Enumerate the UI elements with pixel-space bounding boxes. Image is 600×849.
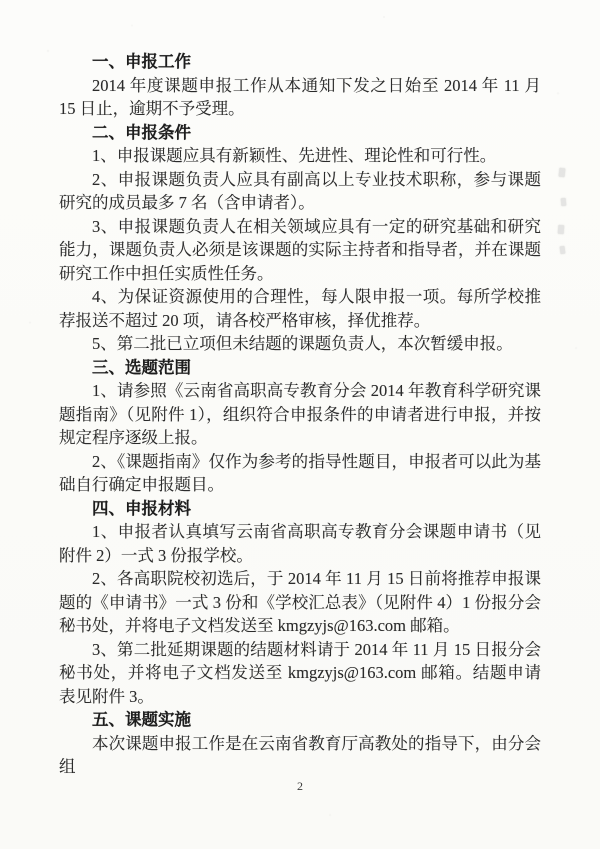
- paragraph: 5、第二批已立项但未结题的课题负责人，本次暂缓申报。: [92, 334, 513, 353]
- paragraph: 3、申报课题负责人在相关领域应具有一定的研究基础和研究能力，课题负责人必须是该课题的实际主持者和指导者，并在课题研究工作中担任实质性任务。: [59, 216, 541, 283]
- section-heading: 四、申报材料: [92, 498, 191, 518]
- paragraph: 3、第二批延期课题的结题材料请于 2014 年 11 月 15 日报分会秘书处，并将电子文档发送至 kmgzyjs@163.com 邮箱。结题申请表见附件 3。: [59, 639, 541, 706]
- paragraph: 2、各高职院校初选后，于 2014 年 11 月 15 日前将推荐申报课题的《申请书》一式 3 份和《学校汇总表》（见附件 4）1 份报分会秘书处，并将电子文档发送至 kmgzyjs@163.com 邮箱。: [59, 569, 541, 635]
- paragraph: 4、为保证资源使用的合理性，每人限申报一项。每所学校推荐报送不超过 20 项，请各校严格审核，择优推荐。: [59, 287, 541, 330]
- paragraph: 1、申报者认真填写云南省高职高专教育分会课题申请书（见附件 2）一式 3 份报学校。: [59, 522, 541, 565]
- section-heading: 一、申报工作: [92, 52, 191, 71]
- paragraph: 2、申报课题负责人应具有副高以上专业技术职称，参与课题研究的成员最多 7 名（含申请者）。: [59, 169, 541, 212]
- scan-artifact: [560, 246, 566, 255]
- scan-artifact: [559, 168, 566, 178]
- scan-artifact: [558, 225, 565, 234]
- paragraph: 2、《课题指南》仅作为参考的指导性题目，申报者可以此为基础自行确定申报题目。: [59, 451, 541, 494]
- paragraph: 1、请参照《云南省高职高专教育分会 2014 年教育科学研究课题指南》（见附件 1），组织符合申报条件的申请者进行申报，并按规定程序逐级上报。: [59, 381, 541, 447]
- page-number: 2: [297, 779, 303, 793]
- section-heading: 二、申报条件: [92, 122, 191, 142]
- section-heading: 三、选题范围: [92, 357, 191, 377]
- scan-artifact: [561, 198, 567, 206]
- paragraph: 2014 年度课题申报工作从本通知下发之日始至 2014 年 11 月 15 日止，逾期不予受理。: [59, 75, 541, 118]
- paragraph: 本次课题申报工作是在云南省教育厅高教处的指导下，由分会组: [59, 733, 541, 776]
- section-heading: 五、课题实施: [92, 710, 191, 729]
- document-body: [59, 50, 541, 779]
- paragraph: 1、申报课题应具有新颖性、先进性、理论性和可行性。: [92, 146, 497, 165]
